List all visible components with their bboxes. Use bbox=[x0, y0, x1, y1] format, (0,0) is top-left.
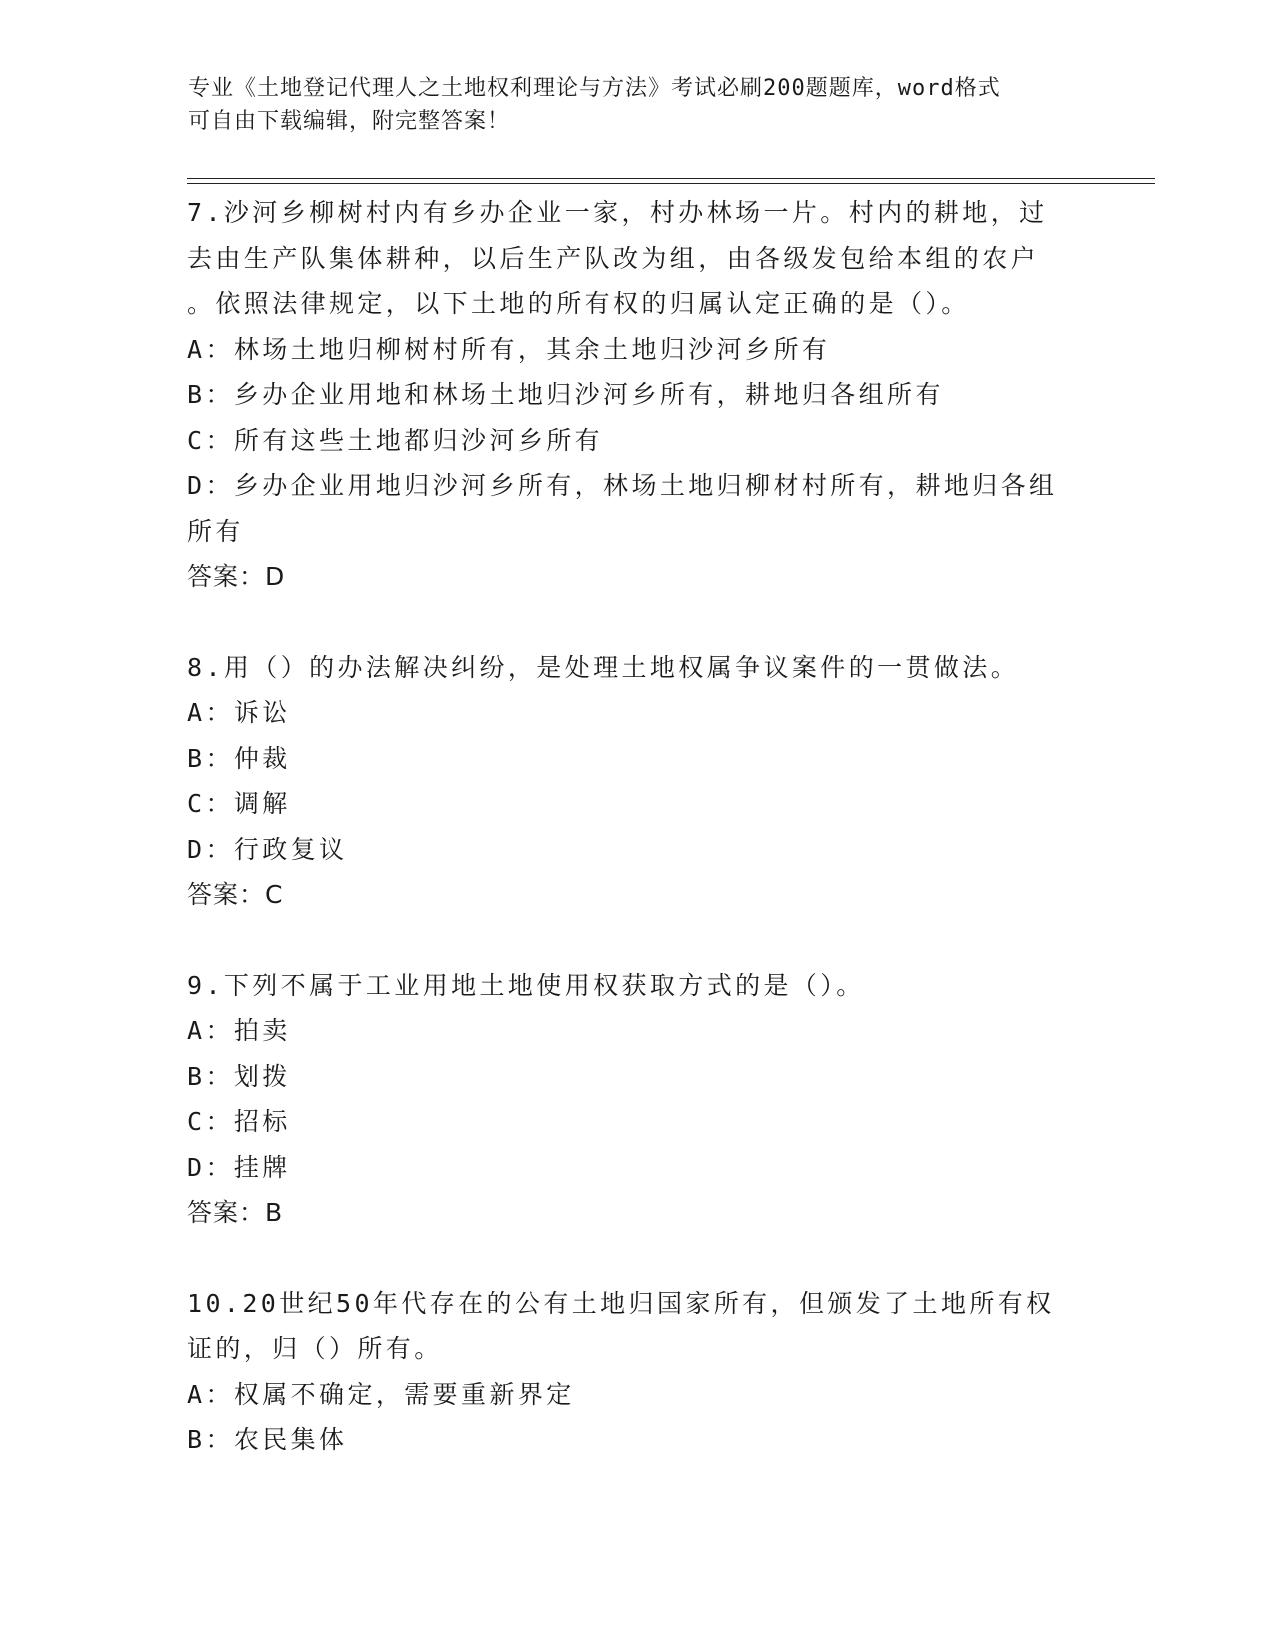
answer: 答案：B bbox=[187, 1198, 284, 1227]
header-divider-top bbox=[187, 178, 1155, 179]
option-a: A：林场土地归柳树村所有，其余土地归沙河乡所有 bbox=[187, 334, 831, 364]
question-stem-line: 7.沙河乡柳树村内有乡办企业一家，村办林场一片。村内的耕地，过 bbox=[187, 198, 1048, 227]
question-7 bbox=[187, 190, 1087, 600]
header-line-1: 专业《土地登记代理人之土地权利理论与方法》考试必刷200题题库，word格式 bbox=[188, 76, 1001, 101]
option-a: A：拍卖 bbox=[187, 1016, 291, 1045]
option-d: D：乡办企业用地归沙河乡所有，林场土地归柳材村所有，耕地归各组 bbox=[187, 471, 1058, 500]
question-stem-line: 去由生产队集体耕种，以后生产队改为组，由各级发包给本组的农户 bbox=[187, 243, 1040, 273]
question-9 bbox=[187, 963, 1087, 1236]
question-stem-line: 。依照法律规定，以下土地的所有权的归属认定正确的是（）。 bbox=[187, 289, 970, 318]
option-a: A：权属不确定，需要重新界定 bbox=[187, 1379, 575, 1409]
option-b: B：乡办企业用地和林场土地归沙河乡所有，耕地归各组所有 bbox=[187, 380, 944, 409]
option-b: B：仲裁 bbox=[187, 743, 291, 773]
option-a: A：诉讼 bbox=[187, 698, 291, 727]
answer: 答案：C bbox=[187, 880, 284, 909]
document-header bbox=[188, 72, 1088, 138]
option-c: C：招标 bbox=[187, 1107, 291, 1136]
question-stem-line: 证的，归（）所有。 bbox=[187, 1334, 443, 1363]
option-b: B：划拨 bbox=[187, 1061, 291, 1091]
option-d: D：挂牌 bbox=[187, 1152, 291, 1182]
option-c: C：调解 bbox=[187, 789, 291, 818]
option-b: B：农民集体 bbox=[187, 1425, 348, 1454]
option-d-continued: 所有 bbox=[187, 516, 244, 546]
question-10 bbox=[187, 1281, 1087, 1463]
option-d: D：行政复议 bbox=[187, 834, 348, 864]
question-list bbox=[187, 190, 1087, 1508]
header-line-2: 可自由下载编辑，附完整答案！ bbox=[188, 109, 511, 134]
question-8 bbox=[187, 645, 1087, 918]
question-stem-line: 10.20世纪50年代存在的公有土地归国家所有，但颁发了土地所有权 bbox=[187, 1288, 1055, 1318]
answer: 答案：D bbox=[187, 562, 286, 591]
header-divider-bottom bbox=[187, 183, 1155, 184]
question-stem-line: 8.用（）的办法解决纠纷，是处理土地权属争议案件的一贯做法。 bbox=[187, 652, 1020, 682]
question-stem-line: 9.下列不属于工业用地土地使用权获取方式的是（）。 bbox=[187, 970, 865, 1000]
option-c: C：所有这些土地都归沙河乡所有 bbox=[187, 425, 604, 455]
